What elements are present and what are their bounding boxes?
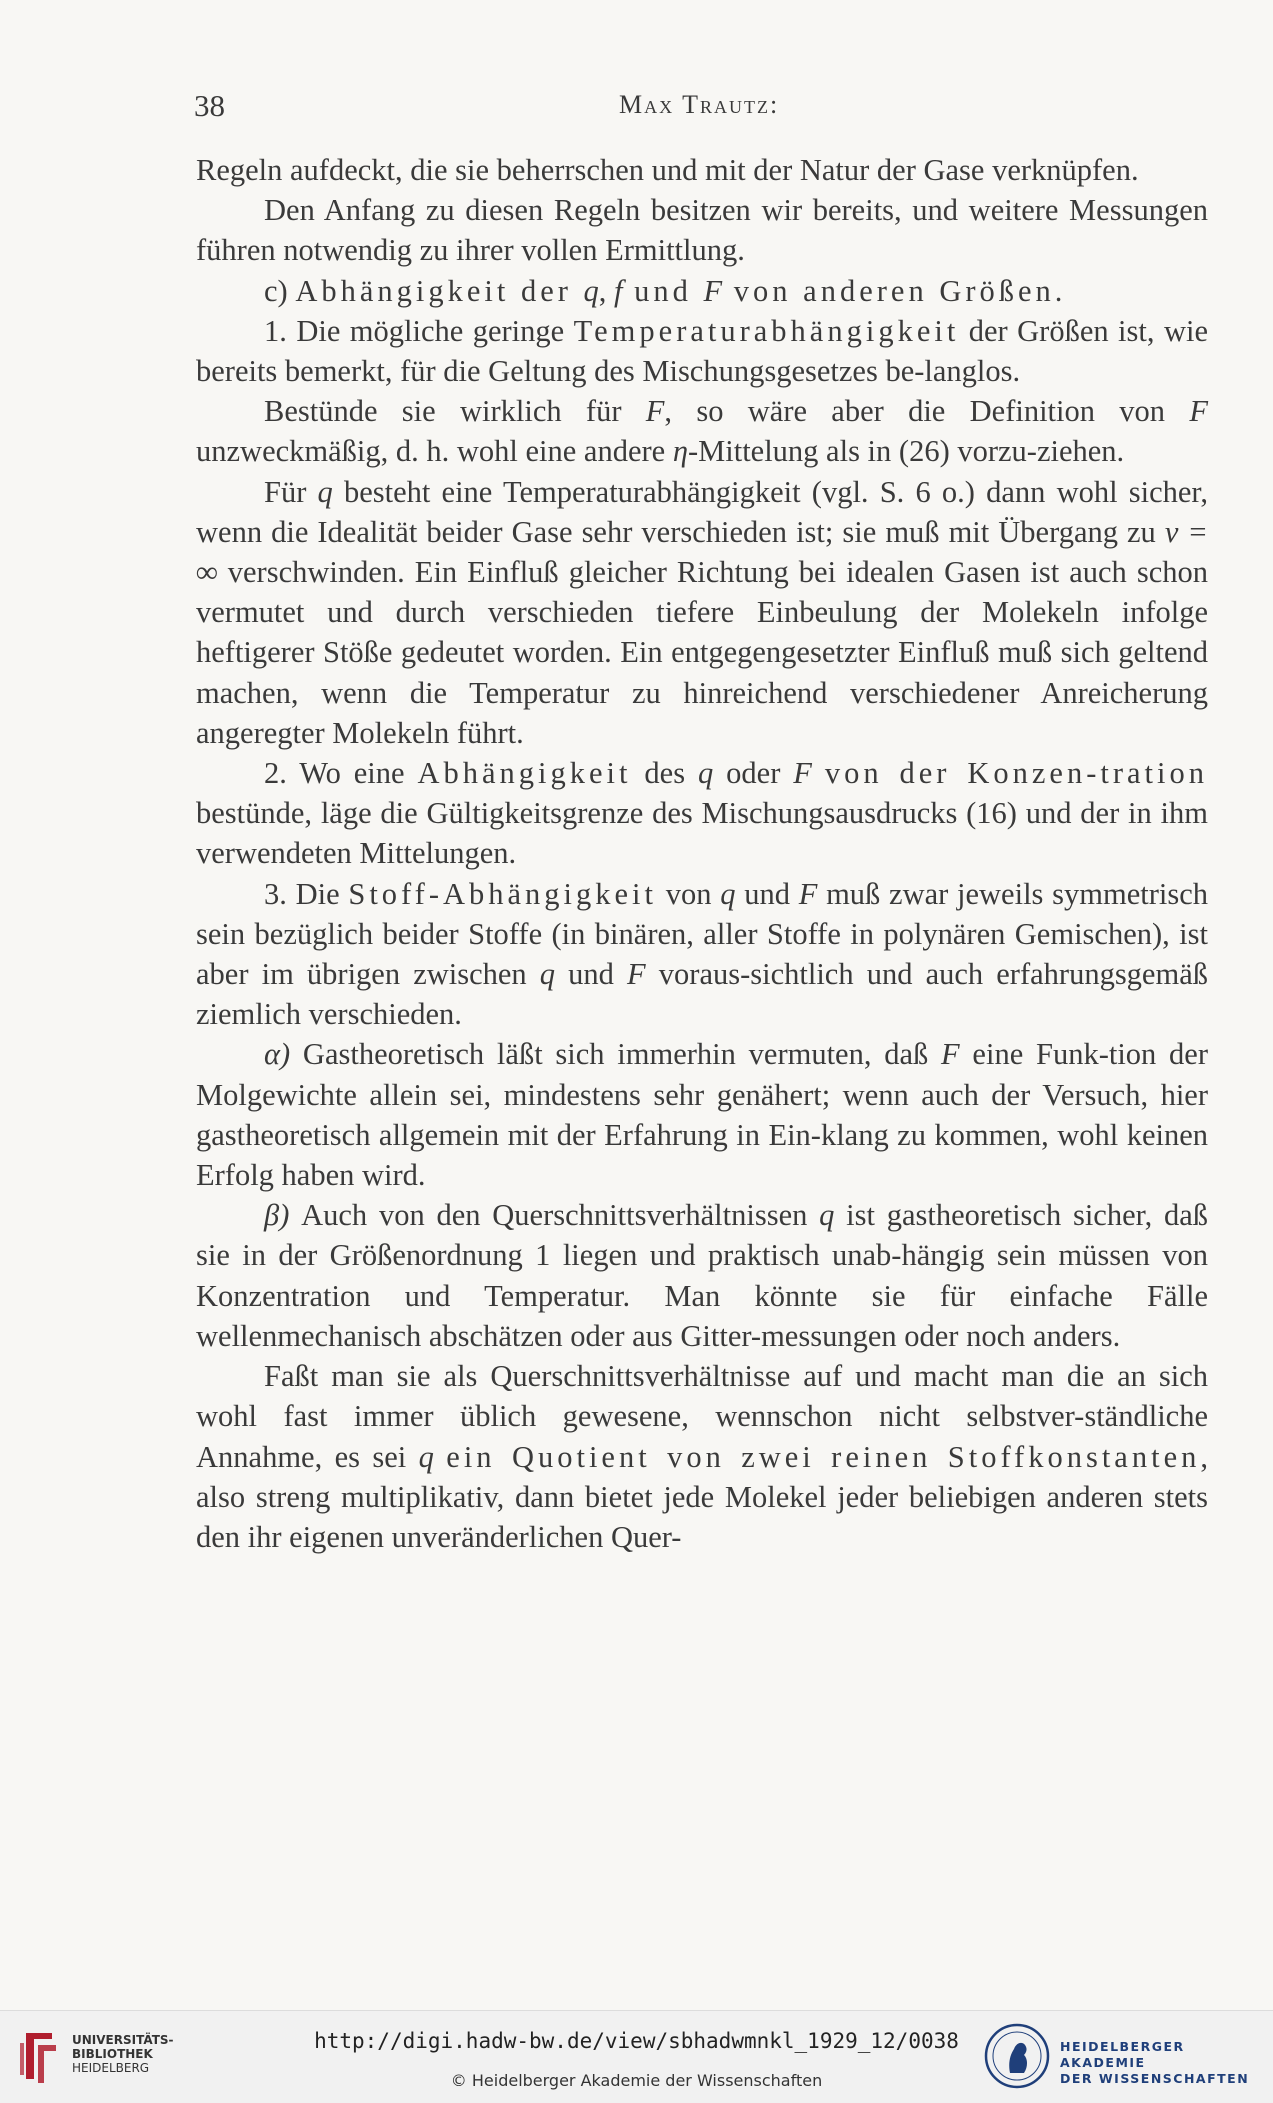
academy-seal-icon (984, 2023, 1050, 2089)
paragraph: Bestünde sie wirklich für F, so wäre aber die Definition von F unzweckmäßig, d. h. wohl eine andere η-Mittelung als in (26) vorzu-ziehen. (196, 394, 1208, 469)
paragraph: 2. Wo eine Abhängigkeit des q oder F von der Konzen-tration bestünde, läge die Gültigkeitsgrenze des Mischungsausdrucks (16) und der in ihm verwendeten Mittelungen. (196, 756, 1208, 871)
paragraph: β) Auch von den Querschnittsverhältnissen q ist gastheoretisch sicher, daß sie in der Größenordnung 1 liegen und praktisch unab-hängig sein müssen von Konzentration und Temperatur. Man könnte sie für einfache Fälle wellenmechanisch abschätzen oder aus Gitter-messungen oder noch anders. (196, 1198, 1208, 1353)
paragraph: Faßt man sie als Querschnittsverhältnisse auf und macht man die an sich wohl fast immer üblich gewesene, wennschon nicht selbstver-ständliche Annahme, es sei q ein Quotient von zwei reinen Stoffkonstanten, also streng multiplikativ, dann bietet jede Molekel jeder beliebigen anderen stets den ihr eigenen unveränderlichen Quer- (196, 1359, 1208, 1554)
paragraph: α) Gastheoretisch läßt sich immerhin vermuten, daß F eine Funk-tion der Molgewichte allein sei, mindestens sehr genähert; wenn auch der Versuch, hier gastheoretisch allgemein mit der Erfahrung in Ein-klang zu kommen, wohl keinen Erfolg haben wird. (196, 1037, 1209, 1193)
paragraph: Für q besteht eine Temperaturabhängigkeit (vgl. S. 6 o.) dann wohl sicher, wenn die Idealität beider Gase sehr verschieden ist; sie muß mit Übergang zu v = ∞ verschwinden. Ein Einfluß gleicher Richtung bei idealen Gasen ist auch schon vermutet und durch verschieden tiefere Einbeulung der Molekeln infolge heftigerer Stöße gedeutet worden. Ein entgegengesetzter Einfluß muß sich geltend machen, wenn die Temperatur zu hinreichend verschiedener Anreicherung angeregter Molekeln führt. (196, 474, 1208, 750)
section-heading: c) Abhängigkeit der q, f und F von anderen Größen. (264, 273, 1067, 308)
viewer-footer (0, 2010, 1273, 2103)
paragraph: Den Anfang zu diesen Regeln besitzen wir bereits, und weitere Messungen führen notwendig zu ihrer vollen Ermittlung. (196, 193, 1208, 268)
academy-name: HEIDELBERGER AKADEMIE DER WISSENSCHAFTEN (1060, 2039, 1250, 2086)
page-number: 38 (194, 88, 225, 123)
page-header (194, 88, 1213, 128)
university-library-name: UNIVERSITÄTS- BIBLIOTHEK HEIDELBERG (72, 2033, 174, 2075)
permalink-url[interactable]: http://digi.hadw-bw.de/view/sbhadwmnkl_1929_12/0038 (314, 2029, 959, 2053)
body-text (196, 150, 1208, 1557)
paragraph: 1. Die mögliche geringe Temperaturabhängigkeit der Größen ist, wie bereits bemerkt, für die Geltung des Mischungsgesetzes be-langlos. (196, 313, 1208, 389)
copyright-notice: © Heidelberger Akademie der Wissenschaften (450, 2071, 823, 2090)
running-head: Max Trautz: (619, 90, 780, 119)
paragraph: Regeln aufdeckt, die sie beherrschen und mit der Natur der Gase verknüpfen. (196, 153, 1139, 187)
paragraph: 3. Die Stoff-Abhängigkeit von q und F muß zwar jeweils symmetrisch sein bezüglich beider Stoffe (in binären, aller Stoffe in polynären Gemischen), ist aber im übrigen zwischen q und F voraus-sichtlich und auch erfahrungsgemäß ziemlich verschieden. (196, 876, 1209, 1032)
